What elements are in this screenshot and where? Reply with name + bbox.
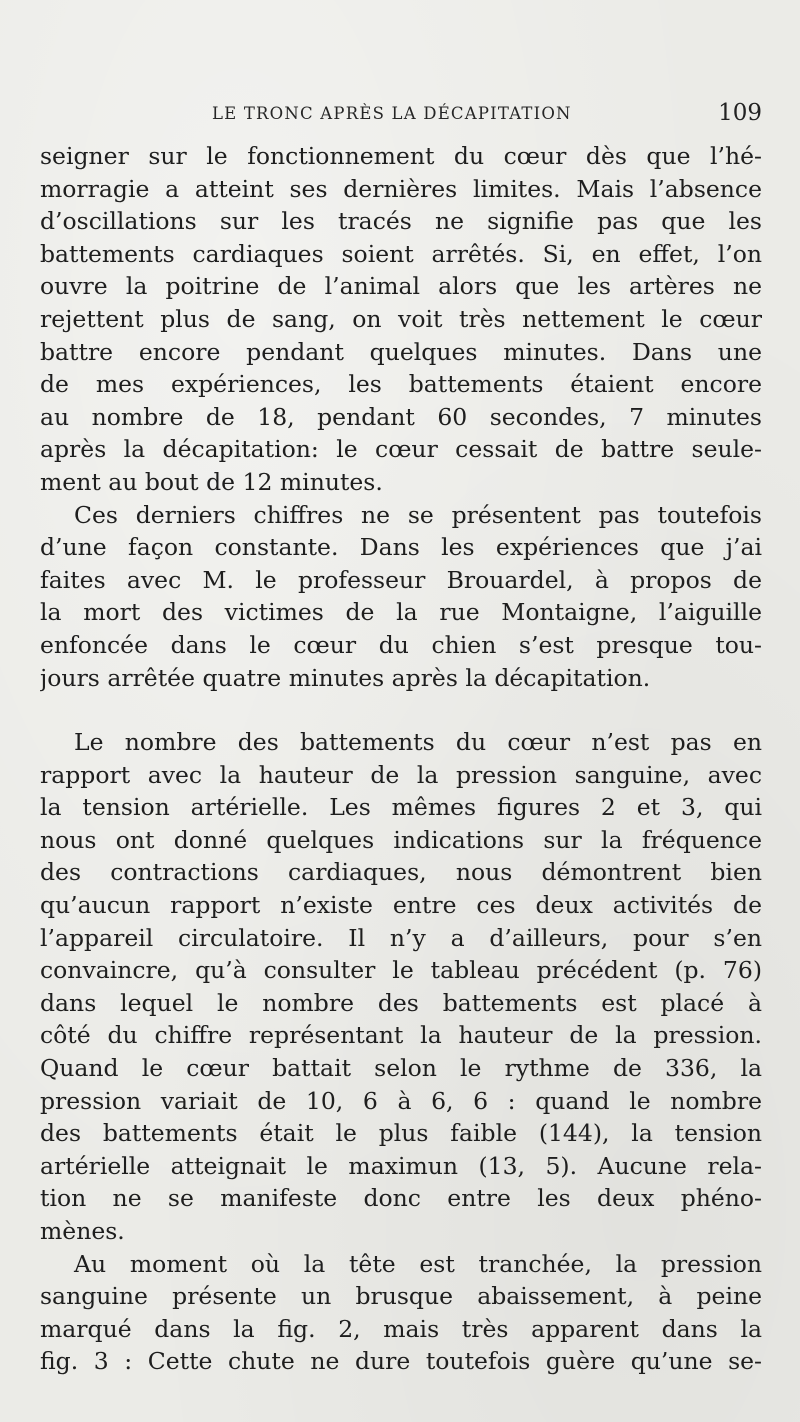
text-line: morragie a atteint ses dernières limites. Mais l’absence bbox=[40, 174, 762, 203]
text-line: battre encore pendant quelques minutes. Dans une bbox=[40, 337, 762, 366]
text-line: la mort des victimes de la rue Montaigne, l’aiguille bbox=[40, 598, 762, 627]
text-line: ment au bout de 12 minutes. bbox=[40, 467, 383, 496]
running-header bbox=[40, 100, 762, 130]
text-line: nous ont donné quelques indications sur la fréquence bbox=[40, 825, 762, 854]
text-line: mènes. bbox=[40, 1217, 125, 1245]
text-line: enfoncée dans le cœur du chien s’est presque tou- bbox=[40, 630, 762, 659]
text-line: jours arrêtée quatre minutes après la décapitation. bbox=[40, 663, 651, 692]
text-line: faites avec M. le professeur Brouardel, à propos de bbox=[40, 565, 762, 594]
running-title: LE TRONC APRÈS LA DÉCAPITATION bbox=[212, 104, 572, 123]
text-line: la tension artérielle. Les mêmes figures 2 et 3, qui bbox=[40, 793, 762, 822]
text-line: l’appareil circulatoire. Il n’y a d’ailleurs, pour s’en bbox=[40, 923, 762, 952]
text-line: Au moment où la tête est tranchée, la pression bbox=[74, 1249, 762, 1278]
text-line: marqué dans la fig. 2, mais très apparent dans la bbox=[40, 1314, 762, 1343]
text-line: des contractions cardiaques, nous démontrent bien bbox=[40, 858, 762, 887]
paragraph bbox=[40, 140, 762, 499]
text-line: pression variait de 10, 6 à 6, 6 : quand le nombre bbox=[40, 1086, 762, 1115]
paragraph bbox=[40, 499, 762, 695]
paragraph bbox=[40, 726, 762, 1248]
text-line: d’une façon constante. Dans les expériences que j’ai bbox=[40, 533, 762, 562]
text-line: rapport avec la hauteur de la pression sanguine, avec bbox=[40, 760, 762, 789]
text-line: rejettent plus de sang, on voit très nettement le cœur bbox=[40, 304, 762, 333]
text-line: des battements était le plus faible (144), la tension bbox=[40, 1119, 762, 1148]
text-body bbox=[40, 140, 762, 1378]
text-line: Le nombre des battements du cœur n’est pas en bbox=[74, 728, 762, 757]
text-line: sanguine présente un brusque abaissement, à peine bbox=[40, 1282, 762, 1311]
paragraph bbox=[40, 1248, 762, 1378]
text-line: fig. 3 : Cette chute ne dure toutefois guère qu’une se- bbox=[40, 1347, 762, 1376]
text-line: dans lequel le nombre des battements est placé à bbox=[40, 988, 762, 1017]
text-line: tion ne se manifeste donc entre les deux phéno- bbox=[40, 1184, 762, 1213]
text-line: qu’aucun rapport n’existe entre ces deux activités de bbox=[40, 891, 762, 920]
text-line: convaincre, qu’à consulter le tableau précédent (p. 76) bbox=[40, 956, 762, 985]
text-line: ouvre la poitrine de l’animal alors que les artères ne bbox=[40, 272, 762, 301]
text-line: côté du chiffre représentant la hauteur de la pression. bbox=[40, 1021, 762, 1050]
text-line: battements cardiaques soient arrêtés. Si, en effet, l’on bbox=[40, 239, 762, 268]
text-line: Ces derniers chiffres ne se présentent pas toutefois bbox=[74, 500, 762, 529]
page-number: 109 bbox=[718, 100, 762, 126]
text-line: d’oscillations sur les tracés ne signifie pas que les bbox=[40, 207, 762, 236]
text-line: seigner sur le fonctionnement du cœur dès que l’hé- bbox=[40, 142, 762, 170]
text-line: artérielle atteignait le maximun (13, 5). Aucune rela- bbox=[40, 1151, 762, 1180]
section-break bbox=[40, 694, 762, 726]
text-line: après la décapitation: le cœur cessait de battre seule- bbox=[40, 435, 762, 464]
text-line: Quand le cœur battait selon le rythme de 336, la bbox=[40, 1054, 762, 1083]
text-line: de mes expériences, les battements étaient encore bbox=[40, 370, 762, 399]
text-line: au nombre de 18, pendant 60 secondes, 7 minutes bbox=[40, 402, 762, 431]
